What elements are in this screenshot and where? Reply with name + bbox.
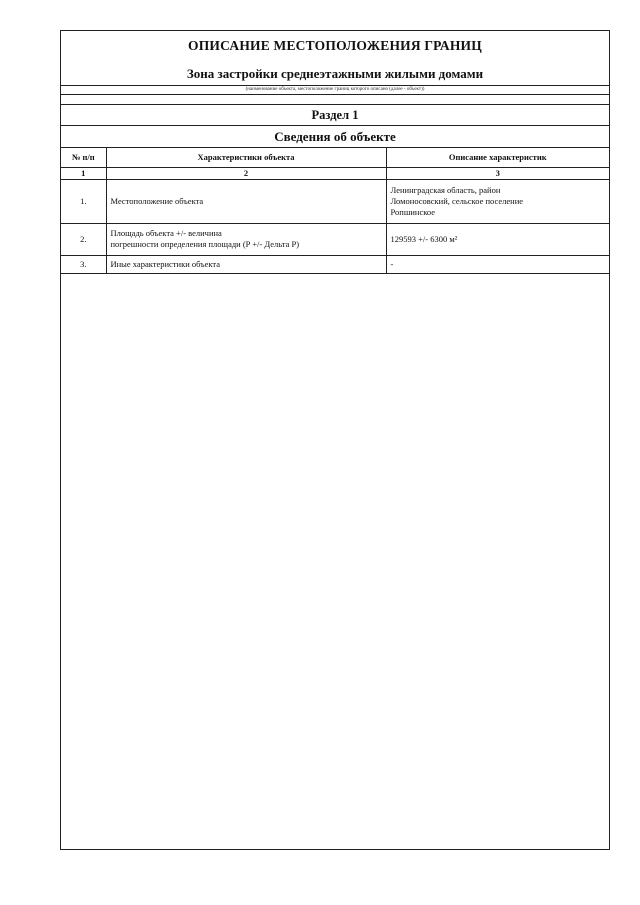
row-description-line: Ропшинское [390, 206, 436, 217]
row-description: - [386, 255, 609, 273]
section-title: Сведения об объекте [61, 126, 609, 148]
row-number: 3. [61, 255, 106, 273]
header-description: Описание характеристик [386, 148, 609, 167]
table-row [61, 223, 609, 255]
header-characteristic: Характеристики объекта [106, 148, 386, 167]
row-description-line: Ленинградская область, район [390, 184, 501, 195]
column-number-3: 3 [386, 167, 609, 179]
column-number-1: 1 [61, 167, 106, 179]
row-number: 1. [61, 179, 106, 223]
table-row [61, 179, 609, 223]
section-number: Раздел 1 [61, 105, 609, 126]
column-number-2: 2 [106, 167, 386, 179]
table-row [61, 255, 609, 273]
document-title: ОПИСАНИЕ МЕСТОПОЛОЖЕНИЯ ГРАНИЦ [188, 38, 482, 53]
row-description-line: Ломоносовский, сельское поселение [390, 195, 524, 206]
object-name: Зона застройки среднеэтажными жилыми домами [186, 66, 484, 81]
row-characteristic-line: Площадь объекта +/- величина [110, 228, 222, 238]
row-characteristic [106, 223, 386, 255]
object-info-table [61, 148, 609, 274]
spacer-row [61, 95, 609, 105]
row-characteristic: Местоположение объекта [106, 179, 386, 223]
row-characteristic: Иные характеристики объекта [106, 255, 386, 273]
row-description: 129593 +/- 6300 м² [386, 223, 609, 255]
title-block [61, 31, 609, 86]
row-description [386, 179, 609, 223]
column-number-row [61, 167, 609, 179]
object-caption: (наименование объекта, местоположение границ которого описано (далее - объект)) [61, 86, 609, 95]
header-number: № п/п [61, 148, 106, 167]
row-number: 2. [61, 223, 106, 255]
row-characteristic-line: погрешности определения площади (P +/- Дельта P) [110, 239, 300, 249]
document-sheet [60, 30, 610, 850]
table-header-row [61, 148, 609, 167]
